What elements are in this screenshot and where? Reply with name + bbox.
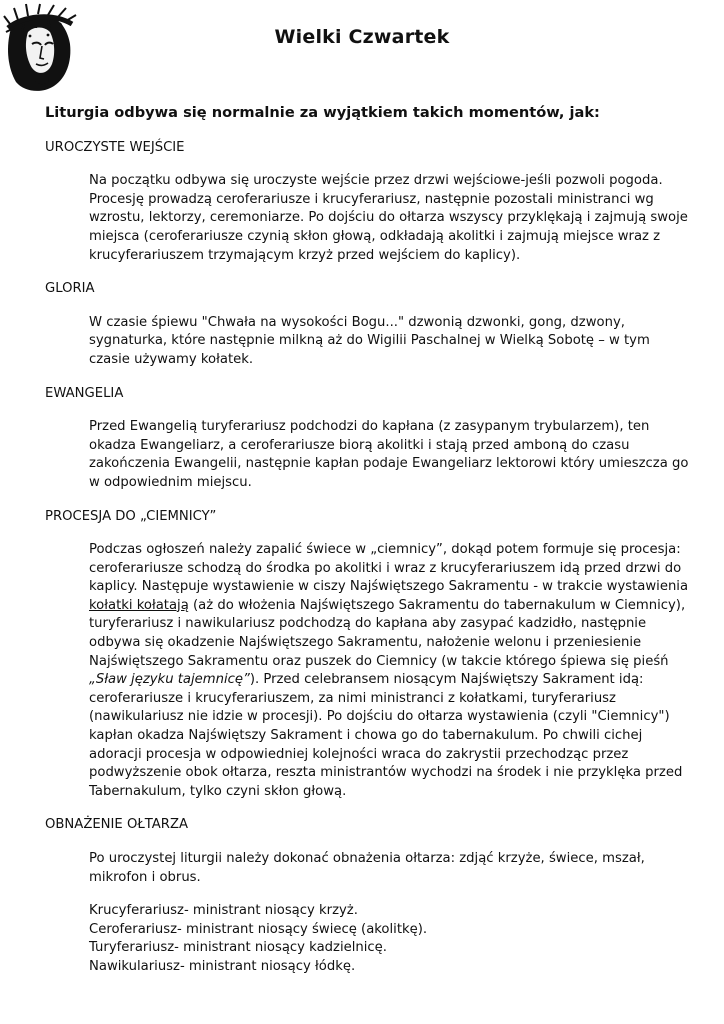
section-heading-stripping: OBNAŻENIE OŁTARZA (45, 817, 189, 833)
definition-item: Krucyferariusz- ministrant niosący krzyż. (89, 903, 358, 919)
page-title: Wielki Czwartek (274, 26, 450, 48)
section-text-entrance: Na początku odbywa się uroczyste wejście przez drzwi wejściowe-jeśli pozwoli pogoda. Procesję prowadzą ceroferariusze i krucyferariusz, następnie pozostali ministranci wg wzrostu, lektorzy, ceremoniarze. Po dojściu do ołtarza wszyscy przyklękają i zajmują swoje miejsca (ceroferariusze czynią skłon głową, odkładają akolitki i zajmują miejsce wraz z krucyferariuszem trzymającym krzyż przed wejściem do kaplicy). (89, 173, 688, 263)
procession-text-part3: ). Przed celebransem niosącym Najświętszy Sakrament idą: ceroferariusze i krucyferariuszem, za nimi ministranci z kołatkami, turyferariusz (nawikulariusz nie idzie w procesji). Po dojściu do ołtarza wystawienia (czyli "Ciemnicy") kapłan okadza Najświętszy Sakrament i chowa go do tabernakulum. Po chwili cichej adoracji procesja w odpowiedniej kolejności wraca do zakrystii przechodząc przez podwyższenie obok ołtarza, reszta ministrantów wychodzi na środek i nie przyklęka przed Tabernakulum, tylko czyni skłon głową. (89, 672, 683, 799)
section-text-procession (89, 541, 689, 801)
section-heading-gloria: GLORIA (45, 281, 95, 297)
section-heading-entrance: UROCZYSTE WEJŚCIE (45, 139, 185, 155)
procession-song-title: „Sław języku tajemnicę” (89, 672, 250, 688)
document-body (45, 104, 689, 977)
section-text-stripping: Po uroczystej liturgii należy dokonać obnażenia ołtarza: zdjąć krzyże, świece, mszał, mikrofon i obrus. (89, 851, 645, 885)
procession-underlined-text: kołatki kołatają (89, 597, 189, 613)
section-heading-gospel: EWANGELIA (45, 385, 124, 401)
definitions-list (89, 902, 685, 976)
section-text-gloria: W czasie śpiewu "Chwała na wysokości Bogu..." dzwonią dzwonki, gong, dzwony, sygnaturka, które następnie milkną aż do Wigilii Paschalnej w Wielką Sobotę – w tym czasie używamy kołatek. (89, 314, 650, 367)
definition-item: Nawikulariusz- ministrant niosący łódkę. (89, 958, 356, 974)
definition-item: Turyferariusz- ministrant niosący kadzielnicę. (89, 940, 387, 956)
section-text-gospel: Przed Ewangelią turyferariusz podchodzi do kapłana (z zasypanym trybularzem), ten okadza Ewangeliarz, a ceroferariusze biorą akolitki i stają przed amboną do czasu zakończenia Ewangelii, następnie kapłan podaje Ewangeliarz lektorowi który umieszcza go w odpowiednim miejscu. (89, 419, 689, 490)
procession-text-part2: (aż do włożenia Najświętszego Sakramentu do tabernakulum w Ciemnicy), turyferariusz i nawikulariusz podchodzą do kapłana aby zasypać kadzidło, następnie odbywa się okadzenie Najświętszego Sakramentu, nałożenie welonu i przeniesienie Najświętszego Sakramentu oraz puszek do Ciemnicy (w takcie którego śpiewa się pieśń (89, 597, 686, 669)
intro-text: Liturgia odbywa się normalnie za wyjątkiem takich momentów, jak: (45, 104, 600, 121)
section-heading-procession: PROCESJA DO „CIEMNICY” (45, 508, 217, 524)
christ-crown-of-thorns-icon (2, 2, 78, 94)
definition-item: Ceroferariusz- ministrant niosący świecę (akolitkę). (89, 921, 428, 937)
procession-text-part1: Podczas ogłoszeń należy zapalić świece w „ciemnicy”, dokąd potem formuje się procesja: ceroferariusze schodzą do środka po akolitki i wraz z krucyferariuszem idą przed drzwi do kaplicy. Następuje wystawienie w ciszy Najświętszego Sakramentu - w trakcie wystawienia (89, 542, 689, 595)
